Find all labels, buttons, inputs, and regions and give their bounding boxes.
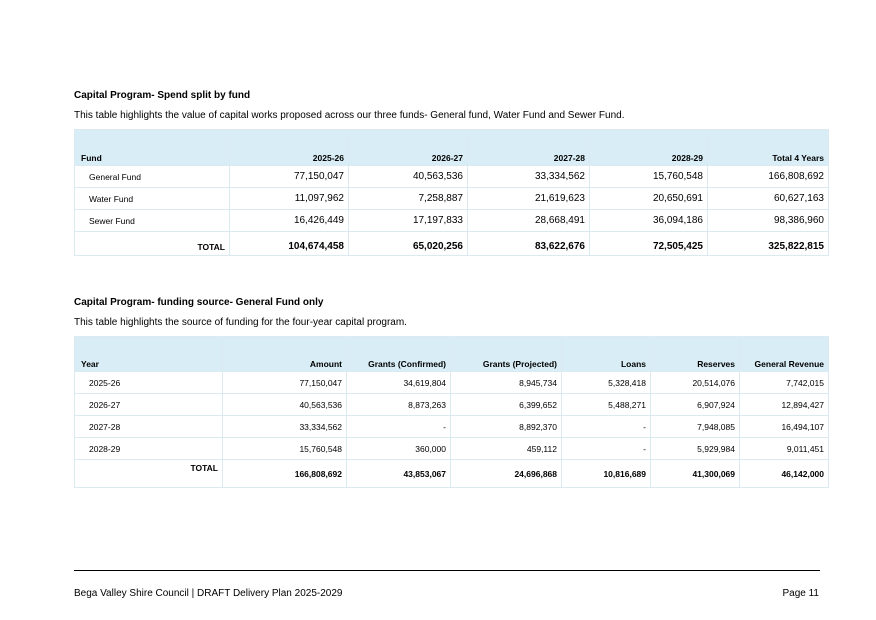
table-cell: 60,627,163: [708, 188, 829, 210]
total-label: TOTAL: [75, 232, 230, 256]
row-label: 2025-26: [75, 372, 223, 394]
table-cell: 9,011,451: [740, 438, 829, 460]
section1-heading: Capital Program- Spend split by fund: [74, 90, 251, 101]
table-row: [75, 210, 829, 232]
table-cell: -: [562, 416, 651, 438]
total-row: [75, 232, 829, 256]
table-header-row: [75, 130, 829, 166]
page-number: Page 11: [782, 588, 819, 599]
column-header: 2026-27: [349, 130, 468, 166]
table-cell: 7,948,085: [651, 416, 740, 438]
table-cell: 28,668,491: [468, 210, 590, 232]
column-header: Loans: [562, 337, 651, 372]
table-cell: 7,258,887: [349, 188, 468, 210]
table-cell: 7,742,015: [740, 372, 829, 394]
table-cell: 8,945,734: [451, 372, 562, 394]
column-header: Reserves: [651, 337, 740, 372]
table-cell: 77,150,047: [223, 372, 347, 394]
table-cell: 11,097,962: [230, 188, 349, 210]
column-header: Total 4 Years: [708, 130, 829, 166]
column-header: 2027-28: [468, 130, 590, 166]
table-cell: -: [347, 416, 451, 438]
table-cell: 12,894,427: [740, 394, 829, 416]
table-cell: 36,094,186: [590, 210, 708, 232]
table-cell: 21,619,623: [468, 188, 590, 210]
section2-heading: Capital Program- funding source- General Fund only: [74, 297, 324, 308]
table-cell: 20,514,076: [651, 372, 740, 394]
total-cell: 46,142,000: [740, 460, 829, 488]
row-label: General Fund: [75, 166, 230, 188]
row-label: 2027-28: [75, 416, 223, 438]
total-cell: 65,020,256: [349, 232, 468, 256]
total-row: [75, 460, 829, 488]
table-header-row: [75, 337, 829, 372]
table-cell: 6,907,924: [651, 394, 740, 416]
table-cell: 40,563,536: [223, 394, 347, 416]
table-cell: 459,112: [451, 438, 562, 460]
funding-source-table: [74, 336, 829, 488]
table-cell: 17,197,833: [349, 210, 468, 232]
table-cell: 5,929,984: [651, 438, 740, 460]
column-header: 2028-29: [590, 130, 708, 166]
section1-intro: This table highlights the value of capital works proposed across our three funds- General fund, Water Fund and Sewer Fund.: [74, 110, 625, 121]
row-label: Water Fund: [75, 188, 230, 210]
table-cell: 33,334,562: [223, 416, 347, 438]
total-cell: 41,300,069: [651, 460, 740, 488]
table-row: [75, 394, 829, 416]
section2-intro: This table highlights the source of funding for the four-year capital program.: [74, 317, 407, 328]
total-cell: 166,808,692: [223, 460, 347, 488]
row-label: Sewer Fund: [75, 210, 230, 232]
table-cell: 5,488,271: [562, 394, 651, 416]
table-row: [75, 438, 829, 460]
table-cell: 8,873,263: [347, 394, 451, 416]
table-cell: 40,563,536: [349, 166, 468, 188]
table-cell: 16,426,449: [230, 210, 349, 232]
table-row: [75, 416, 829, 438]
row-label: 2026-27: [75, 394, 223, 416]
table-cell: 6,399,652: [451, 394, 562, 416]
total-cell: 325,822,815: [708, 232, 829, 256]
total-cell: 43,853,067: [347, 460, 451, 488]
table-row: [75, 166, 829, 188]
table-cell: 34,619,804: [347, 372, 451, 394]
table-cell: 15,760,548: [223, 438, 347, 460]
column-header: Grants (Projected): [451, 337, 562, 372]
total-cell: 104,674,458: [230, 232, 349, 256]
column-header: Grants (Confirmed): [347, 337, 451, 372]
table-cell: 360,000: [347, 438, 451, 460]
table-cell: 166,808,692: [708, 166, 829, 188]
table-cell: 77,150,047: [230, 166, 349, 188]
table-row: [75, 188, 829, 210]
table-cell: 20,650,691: [590, 188, 708, 210]
total-cell: 83,622,676: [468, 232, 590, 256]
table-cell: 8,892,370: [451, 416, 562, 438]
total-cell: 24,696,868: [451, 460, 562, 488]
table-cell: 98,386,960: [708, 210, 829, 232]
table-row: [75, 372, 829, 394]
table-cell: 15,760,548: [590, 166, 708, 188]
table-cell: -: [562, 438, 651, 460]
table-cell: 16,494,107: [740, 416, 829, 438]
column-header: 2025-26: [230, 130, 349, 166]
table-cell: 5,328,418: [562, 372, 651, 394]
total-cell: 72,505,425: [590, 232, 708, 256]
column-header: Year: [75, 337, 223, 372]
total-label: TOTAL: [75, 460, 223, 488]
footer-title: Bega Valley Shire Council | DRAFT Delivery Plan 2025-2029: [74, 588, 343, 599]
column-header: Fund: [75, 130, 230, 166]
total-cell: 10,816,689: [562, 460, 651, 488]
table-cell: 33,334,562: [468, 166, 590, 188]
spend-by-fund-table: [74, 129, 829, 256]
column-header: General Revenue: [740, 337, 829, 372]
row-label: 2028-29: [75, 438, 223, 460]
footer-divider: [74, 570, 820, 571]
column-header: Amount: [223, 337, 347, 372]
